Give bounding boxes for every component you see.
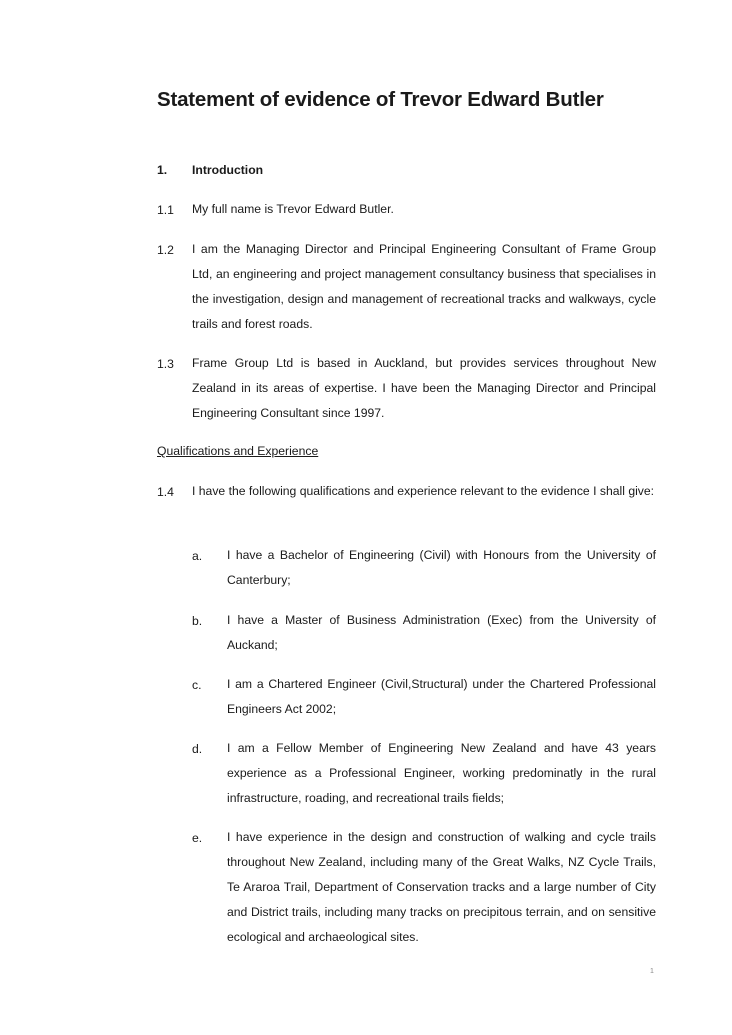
paragraph-number: 1.2 xyxy=(157,243,174,257)
paragraph-text: I have the following qualifications and experience relevant to the evidence I shall give: xyxy=(192,484,655,498)
paragraph-number: 1.4 xyxy=(157,485,174,499)
list-item-letter: a. xyxy=(192,549,203,563)
list-item-text: I have a Master of Business Administration (Exec) from the University of Auckand; xyxy=(227,613,656,652)
list-item-text: I have experience in the design and construction of walking and cycle trails throughout New Zealand, including many of the Great Walks, NZ Cycle Trails, Te Araroa Trail, Department of Conservation tracks and a large number of City and District trails, including many tracks on precipitous terrain, and on sensitive ecological and archaeological sites. xyxy=(227,830,656,944)
paragraph-text: My full name is Trevor Edward Butler. xyxy=(192,202,394,216)
list-item-letter: b. xyxy=(192,614,203,628)
list-item-letter: e. xyxy=(192,831,203,845)
list-item-text: I am a Fellow Member of Engineering New Zealand and have 43 years experience as a Professional Engineer, working predominatly in the rural infrastructure, roading, and recreational trails fields; xyxy=(227,741,656,805)
paragraph-number: 1.3 xyxy=(157,357,174,371)
list-item-text: I am a Chartered Engineer (Civil,Structural) under the Chartered Professional Engineers Act 2002; xyxy=(227,677,656,716)
section-number: 1. xyxy=(157,163,168,177)
list-item-letter: c. xyxy=(192,678,202,692)
list-item-text: I have a Bachelor of Engineering (Civil) with Honours from the University of Canterbury; xyxy=(227,548,656,587)
list-item-letter: d. xyxy=(192,742,203,756)
section-subheading: Qualifications and Experience xyxy=(157,444,319,458)
section-heading: Introduction xyxy=(192,163,264,177)
paragraph-number: 1.1 xyxy=(157,203,174,217)
page-number: 1 xyxy=(650,968,654,975)
paragraph-text: Frame Group Ltd is based in Auckland, but provides services throughout New Zealand in its areas of expertise. I have been the Managing Director and Principal Engineering Consultant since 1997. xyxy=(192,356,656,420)
paragraph-text: I am the Managing Director and Principal Engineering Consultant of Frame Group Ltd, an engineering and project management consultancy business that specialises in the investigation, design and management of recreational tracks and walkways, cycle trails and forest roads. xyxy=(192,242,656,331)
document-title: Statement of evidence of Trevor Edward Butler xyxy=(157,88,604,111)
